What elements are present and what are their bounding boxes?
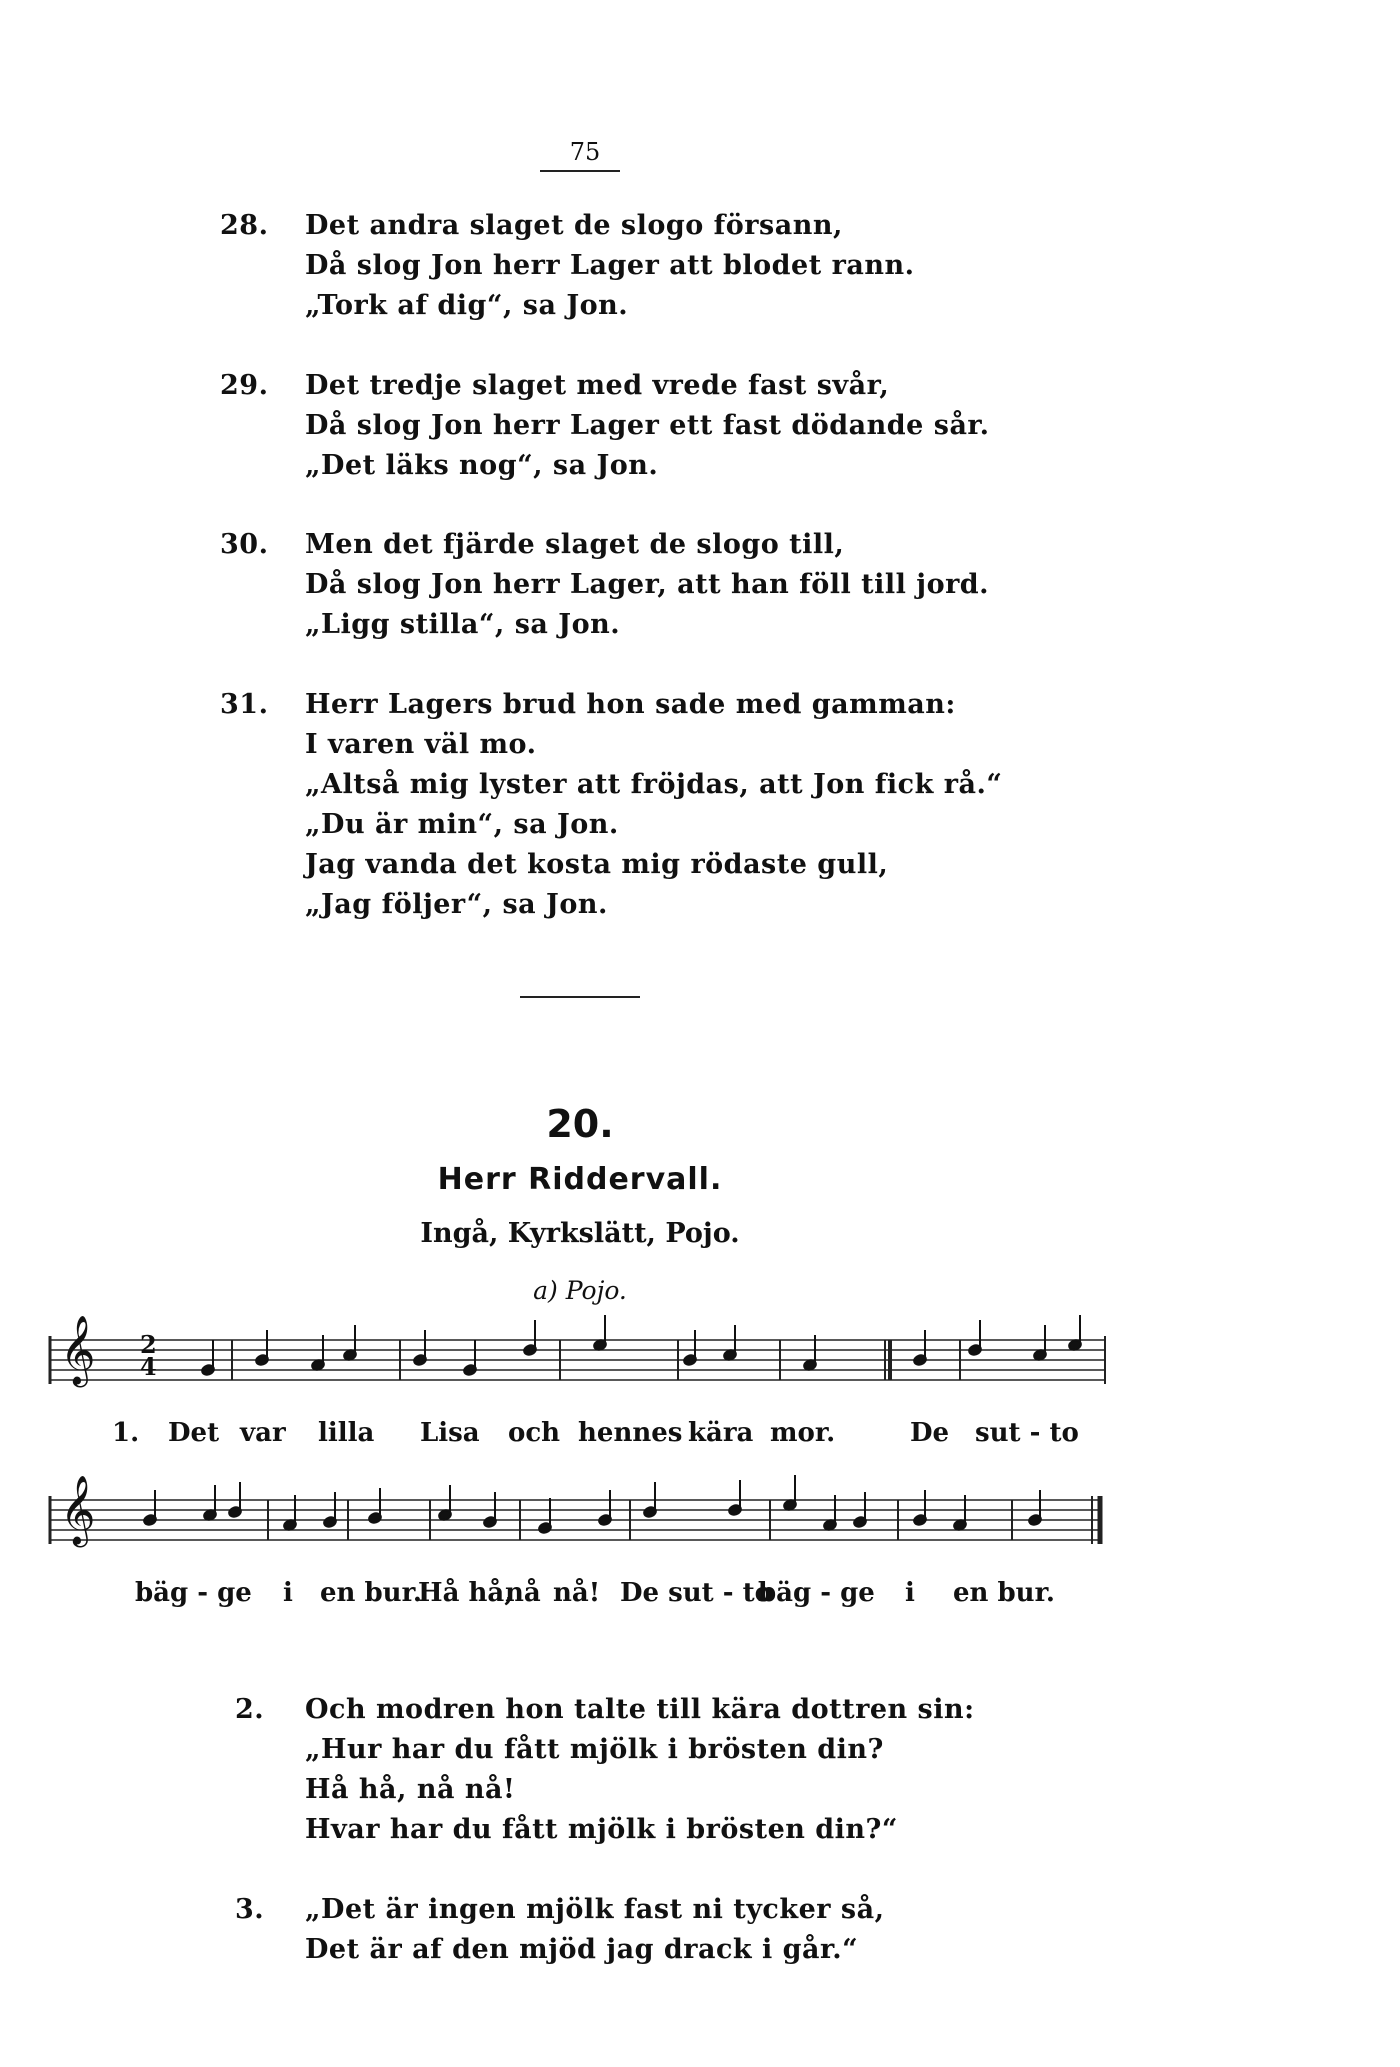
verse-line: Och modren hon talte till kära dottren sin: <box>305 1694 975 1725</box>
lyric-syllable: De <box>910 1418 950 1448</box>
note-head <box>598 1514 612 1527</box>
note-head <box>953 1519 967 1532</box>
stanza-number: 28. <box>220 210 269 241</box>
note-head <box>343 1349 357 1362</box>
lyric-syllable: hennes <box>578 1418 683 1448</box>
stanza-number: 30. <box>220 529 269 560</box>
note-head <box>1068 1339 1082 1352</box>
note-head <box>853 1516 867 1529</box>
verse-line: „Altså mig lyster att fröjdas, att Jon fick rå.“ <box>305 769 1003 800</box>
note-head <box>283 1519 297 1532</box>
stanza-number: 31. <box>220 689 269 720</box>
time-signature: 2 4 <box>140 1330 157 1381</box>
note-head <box>368 1512 382 1525</box>
verse-line: Hå hå, nå nå! <box>305 1774 516 1805</box>
note-head <box>803 1359 817 1372</box>
verse-line: Då slog Jon herr Lager, att han föll till jord. <box>305 569 990 600</box>
treble-clef-icon: 𝄞 <box>60 1475 96 1545</box>
staff-2-notes <box>143 1475 1042 1534</box>
verse-line: Det är af den mjöd jag drack i går.“ <box>305 1934 859 1965</box>
note-head <box>593 1339 607 1352</box>
bar-lines-2 <box>268 1500 1012 1540</box>
verse-line: „Hur har du fått mjölk i brösten din? <box>305 1734 884 1765</box>
verse-line: Då slog Jon herr Lager att blodet rann. <box>305 250 915 281</box>
note-head <box>311 1359 325 1372</box>
melody-variant: a) Pojo. <box>533 1276 627 1305</box>
note-head <box>913 1514 927 1527</box>
note-head <box>643 1506 657 1519</box>
verse-line: „Du är min“, sa Jon. <box>305 809 619 840</box>
note-head <box>228 1506 242 1519</box>
verse-line: „Ligg stilla“, sa Jon. <box>305 609 621 640</box>
treble-clef-icon: 𝄞 <box>60 1315 96 1385</box>
verse-line: „Det är ingen mjölk fast ni tycker så, <box>305 1894 885 1925</box>
note-head <box>823 1519 837 1532</box>
lyric-syllable: var <box>240 1418 286 1448</box>
note-head <box>463 1364 477 1377</box>
section-divider <box>520 996 640 998</box>
stanza-number: 29. <box>220 370 269 401</box>
lyric-syllable: en bur. <box>320 1578 422 1608</box>
note-head <box>1033 1349 1047 1362</box>
lyric-syllable: nå! <box>553 1578 601 1608</box>
lyric-syllable: bäg - ge <box>758 1578 875 1608</box>
lyric-syllable: och <box>508 1418 561 1448</box>
verse-line: „Tork af dig“, sa Jon. <box>305 290 629 321</box>
lyric-syllable: bäg - ge <box>135 1578 252 1608</box>
note-head <box>783 1499 797 1512</box>
song-places: Ingå, Kyrkslätt, Pojo. <box>420 1218 740 1249</box>
note-head <box>723 1349 737 1362</box>
lyric-syllable: 1. <box>112 1418 140 1448</box>
note-head <box>683 1354 697 1367</box>
note-head <box>728 1504 742 1517</box>
bar-lines-1 <box>232 1340 960 1380</box>
note-head <box>438 1509 452 1522</box>
lyric-syllable: lilla <box>318 1418 375 1448</box>
song-number: 20. <box>546 1102 614 1146</box>
lyric-syllable: Hå hå, <box>418 1578 514 1608</box>
lyric-syllable: i <box>905 1578 915 1608</box>
lyric-syllable: mor. <box>770 1418 836 1448</box>
lyric-syllable: sut - to <box>975 1418 1079 1448</box>
staff-1-notes <box>201 1315 1082 1376</box>
stanza-number: 2. <box>235 1694 265 1725</box>
verse-line: Herr Lagers brud hon sade med gamman: <box>305 689 956 720</box>
page-number: 75 <box>569 138 601 166</box>
page-number-rule <box>540 170 620 172</box>
stanza-number: 3. <box>235 1894 265 1925</box>
lyric-syllable: Lisa <box>420 1418 480 1448</box>
note-head <box>323 1516 337 1529</box>
verse-line: Då slog Jon herr Lager ett fast dödande sår. <box>305 410 990 441</box>
note-head <box>143 1514 157 1527</box>
note-head <box>255 1354 269 1367</box>
lyric-syllable: Det <box>168 1418 220 1448</box>
song-title: Herr Riddervall. <box>437 1162 723 1197</box>
note-head <box>1028 1514 1042 1527</box>
staff-1 <box>50 1330 1105 1384</box>
verse-line: Hvar har du fått mjölk i brösten din?“ <box>305 1814 898 1845</box>
verse-line: „Det läks nog“, sa Jon. <box>305 450 659 481</box>
lyric-syllable: De sut - to <box>620 1578 772 1608</box>
note-head <box>203 1509 217 1522</box>
note-head <box>523 1344 537 1357</box>
note-head <box>201 1364 215 1377</box>
note-head <box>968 1344 982 1357</box>
note-head <box>538 1522 552 1535</box>
lyric-syllable: en bur. <box>953 1578 1055 1608</box>
lyric-syllable: nå <box>505 1578 541 1608</box>
note-head <box>483 1516 497 1529</box>
note-head <box>913 1354 927 1367</box>
verse-line: Men det fjärde slaget de slogo till, <box>305 529 845 560</box>
verse-line: Det andra slaget de slogo försann, <box>305 210 843 241</box>
lyric-syllable: i <box>283 1578 293 1608</box>
lyric-syllable: kära <box>688 1418 754 1448</box>
verse-line: Det tredje slaget med vrede fast svår, <box>305 370 890 401</box>
staff-2 <box>50 1496 1100 1544</box>
verse-line: Jag vanda det kosta mig rödaste gull, <box>305 849 889 880</box>
verse-line: „Jag följer“, sa Jon. <box>305 889 608 920</box>
verse-line: I varen väl mo. <box>305 729 537 760</box>
note-head <box>413 1354 427 1367</box>
